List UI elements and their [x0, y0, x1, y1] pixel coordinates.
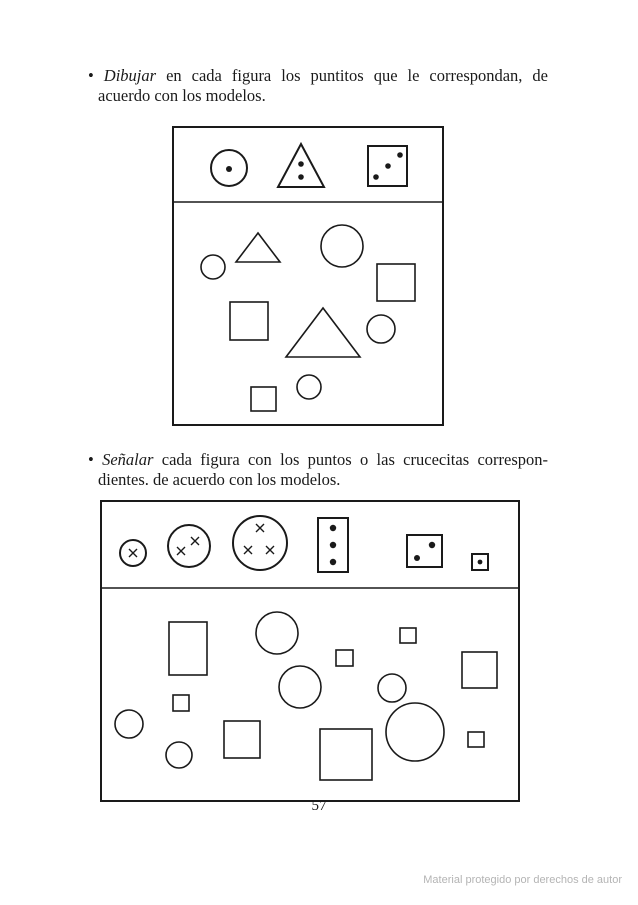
model-circle-one-dot: [211, 150, 247, 186]
figure-square: [251, 387, 276, 411]
instruction-text: cada figura con los puntos o las crucecitas correspon-: [153, 450, 548, 469]
figure-square: [173, 695, 189, 711]
model-triangle-two-dots: [278, 144, 324, 187]
figure-circle: [378, 674, 406, 702]
figure-circle: [279, 666, 321, 708]
exercise-2-drawing: [102, 502, 518, 800]
figure-triangle: [286, 308, 360, 357]
exercise-2-box: [100, 500, 520, 802]
exercise-1-box: [172, 126, 444, 426]
figure-square: [230, 302, 268, 340]
bullet: •: [88, 450, 94, 469]
instruction-2-line-2: dientes. de acuerdo con los modelos.: [98, 470, 341, 489]
figure-circle: [367, 315, 395, 343]
figure-circle: [256, 612, 298, 654]
instruction-2: [88, 450, 548, 490]
watermark: Material protegido por derechos de autor: [423, 874, 622, 886]
figure-circle: [386, 703, 444, 761]
page-number: 57: [311, 798, 327, 814]
model-square-one-dot: [472, 554, 488, 570]
instruction-1-line-2: acuerdo con los modelos.: [98, 86, 266, 105]
model-square-three-dots: [318, 518, 348, 572]
figure-circle: [297, 375, 321, 399]
instruction-text: en cada figura los puntitos que le correspondan, de: [156, 66, 549, 85]
instruction-verb: Dibujar: [103, 66, 157, 85]
figure-circle: [201, 255, 225, 279]
figure-circle: [166, 742, 192, 768]
figure-triangle: [236, 233, 280, 262]
figure-square: [377, 264, 415, 301]
model-square-three-dots: [368, 146, 407, 186]
figure-square: [224, 721, 260, 758]
model-circle-three-crosses: [233, 516, 287, 570]
figure-square: [320, 729, 372, 780]
instruction-2-line-1: [88, 450, 548, 470]
figure-circle: [115, 710, 143, 738]
figure-square: [169, 622, 207, 675]
instruction-verb: Señalar: [102, 450, 154, 469]
model-square-two-dots: [407, 535, 442, 567]
bullet: •: [88, 66, 94, 85]
figure-square: [400, 628, 416, 643]
model-circle-two-crosses: [168, 525, 210, 567]
figure-square: [462, 652, 497, 688]
exercise-1-drawing: [174, 128, 442, 424]
figure-square: [468, 732, 484, 747]
figure-square: [336, 650, 353, 666]
instruction-1-line-1: [88, 66, 548, 86]
instruction-1: [88, 66, 548, 106]
figure-circle: [321, 225, 363, 267]
model-circle-one-cross: [120, 540, 146, 566]
